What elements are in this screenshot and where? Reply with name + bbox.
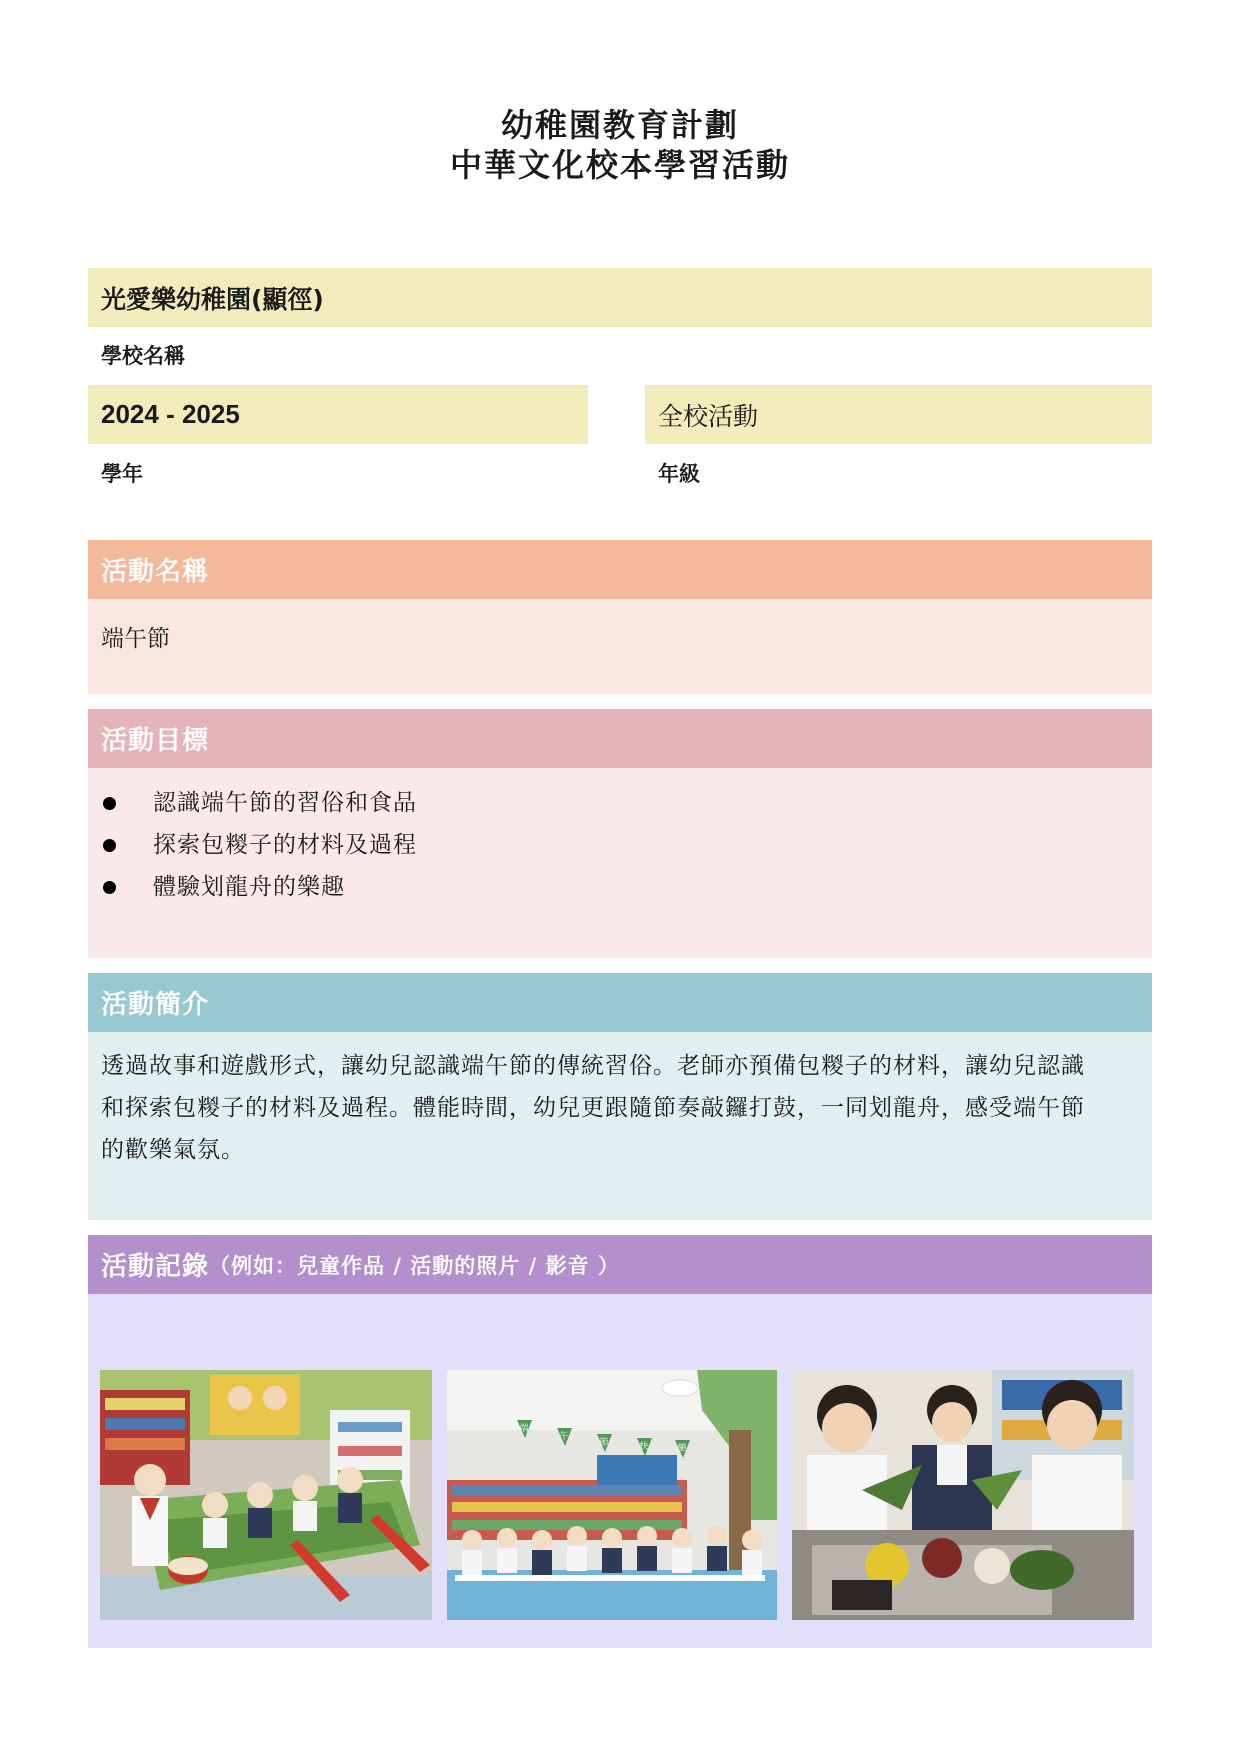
intro-heading-text: 活動簡介	[101, 990, 210, 1020]
intro-heading	[88, 973, 1152, 1032]
document-subtitle: 中華文化校本學習活動	[449, 146, 790, 184]
records-subheading: （例如：兒童作品 / 活動的照片 / 影音 ）	[209, 1253, 620, 1278]
objective-item: 認識端午節的習俗和食品	[101, 782, 1139, 824]
objectives-list	[101, 782, 1139, 908]
objectives-heading	[88, 709, 1152, 768]
photo-dragon-boat-play	[100, 1370, 432, 1620]
school-year-field	[88, 385, 588, 444]
records-heading	[88, 1235, 1152, 1294]
records-heading-text: 活動記錄	[101, 1252, 210, 1282]
intro-paragraph	[101, 1045, 1139, 1171]
banner-char: 快	[639, 1442, 649, 1452]
grade-label: 年級	[658, 462, 700, 486]
activity-name-body	[88, 599, 1152, 694]
dragon-boat-play-image	[100, 1370, 432, 1620]
intro-line: 透過故事和遊戲形式，讓幼兒認識端午節的傳統習俗。老師亦預備包糉子的材料，讓幼兒認識	[101, 1053, 1085, 1079]
grade-field	[645, 385, 1152, 444]
school-name-label: 學校名稱	[101, 344, 185, 368]
intro-line: 和探索包糉子的材料及過程。體能時間，幼兒更跟隨節奏敲鑼打鼓，一同划龍舟，感受端午節	[101, 1095, 1085, 1121]
photo-zongzi-wrapping	[792, 1370, 1134, 1620]
grade-value: 全校活動	[658, 401, 759, 431]
bullet-icon	[103, 839, 116, 852]
objectives-heading-text: 活動目標	[101, 726, 210, 756]
school-name-field	[88, 268, 1152, 327]
activity-name-value: 端午節	[101, 626, 170, 652]
photo-group-banner	[447, 1370, 777, 1620]
activity-name-heading-text: 活動名稱	[101, 557, 210, 587]
objective-item: 體驗划龍舟的樂趣	[101, 866, 1139, 908]
objective-item: 探索包糉子的材料及過程	[101, 824, 1139, 866]
zongzi-wrapping-image	[792, 1370, 1134, 1620]
banner-char: 樂	[677, 1444, 687, 1454]
school-name-value: 光愛樂幼稚園(顯徑)	[101, 284, 324, 314]
bullet-icon	[103, 881, 116, 894]
intro-body	[88, 1032, 1152, 1220]
banner-char: 端	[519, 1424, 529, 1434]
school-year-label: 學年	[101, 462, 143, 486]
activity-name-heading	[88, 540, 1152, 599]
banner-char: 節	[599, 1438, 609, 1448]
document-title: 幼稚園教育計劃	[500, 106, 739, 144]
school-year-value: 2024 - 2025	[101, 399, 240, 429]
banner-char: 午	[559, 1432, 569, 1442]
bullet-icon	[103, 797, 116, 810]
intro-line: 的歡樂氣氛。	[101, 1137, 245, 1163]
group-banner-image	[447, 1370, 777, 1620]
objectives-body	[88, 768, 1152, 958]
